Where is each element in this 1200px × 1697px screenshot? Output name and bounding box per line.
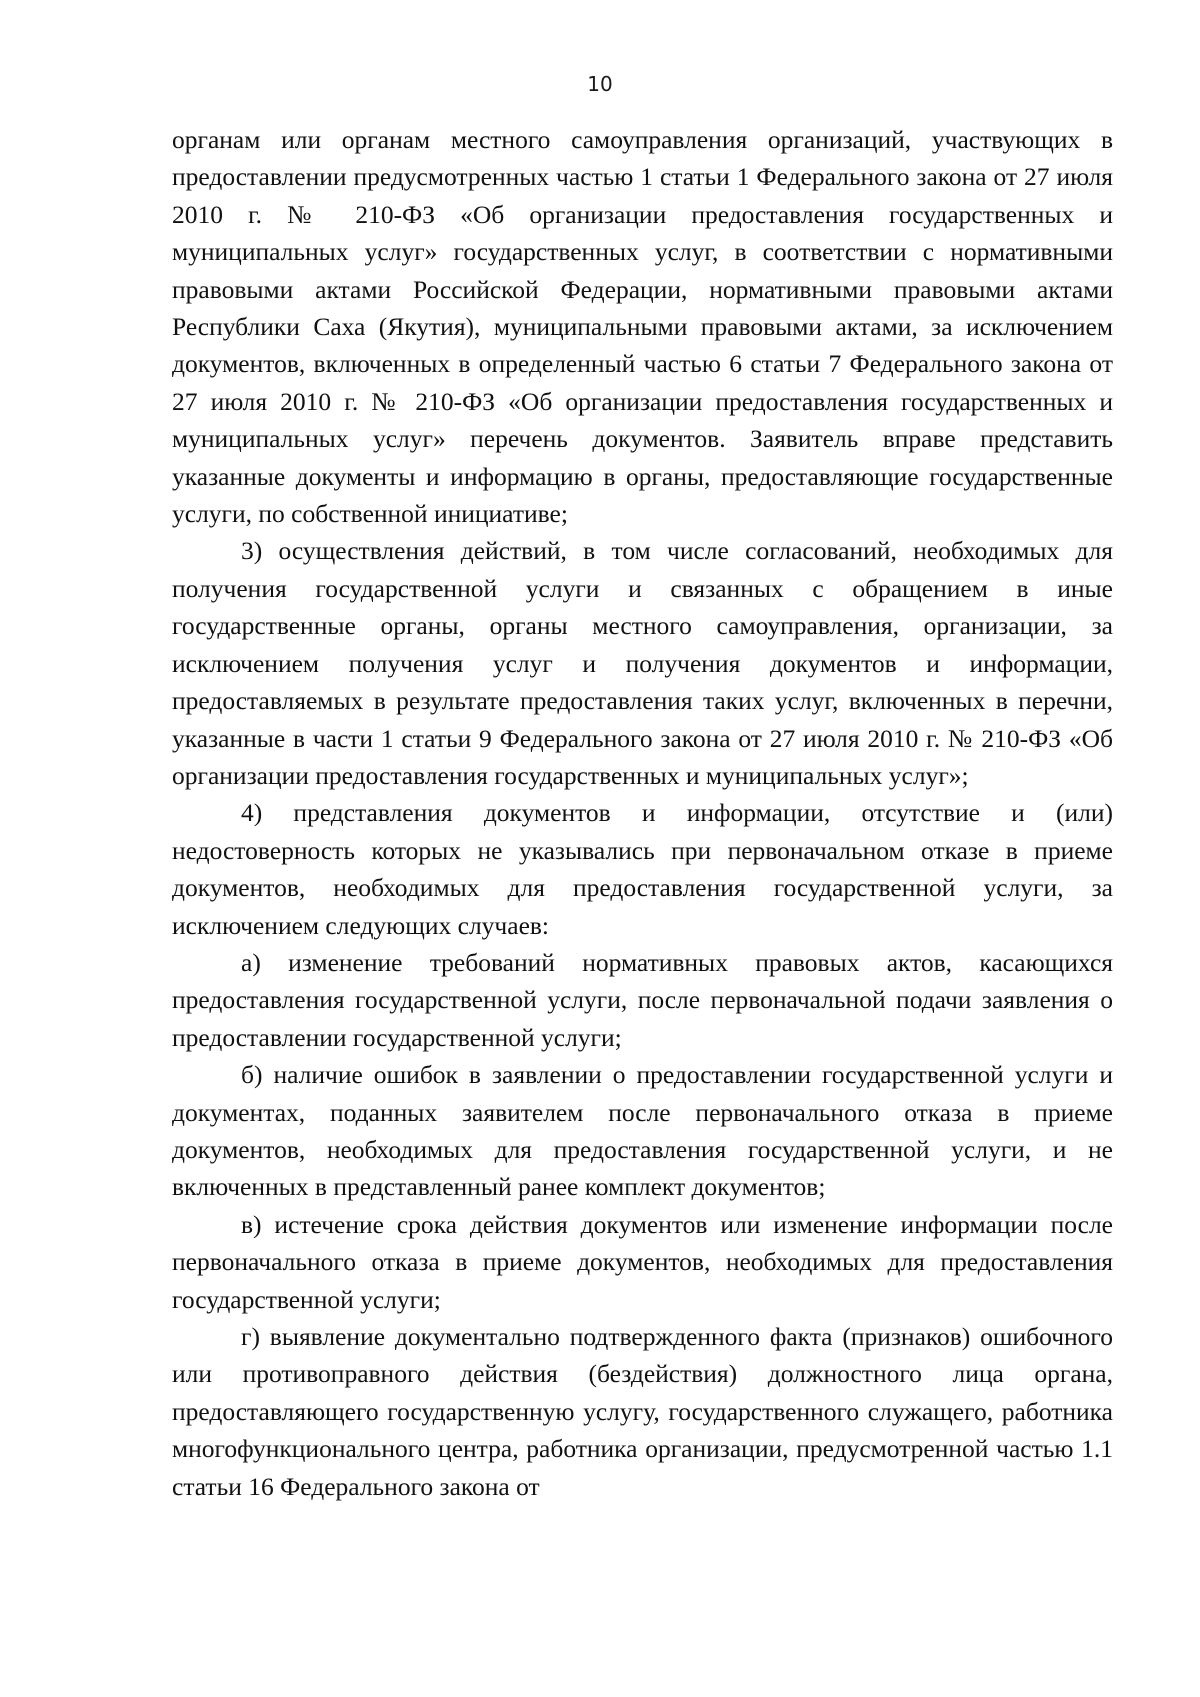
page-number: 10 [587, 72, 613, 96]
document-body [172, 121, 1113, 1505]
paragraph-item-4v: в) истечение срока действия документов или изменение информации после первоначального отказа в приеме документов, необходимых для предоставления государственной услуги; [172, 1209, 1113, 1314]
paragraph-item-4g: г) выявление документально подтвержденного факта (признаков) ошибочного или противоправного действия (бездействия) должностного лица органа, предоставляющего государственную услугу, государственного служащего, работника многофункционального центра, работника организации, предусмотренной частью 1.1 статьи 16 Федерального закона от [172, 1322, 1113, 1501]
paragraph-item-4: 4) представления документов и информации, отсутствие и (или) недостоверность которых не указывались при первоначальном отказе в приеме документов, необходимых для предоставления государственной услуги, за исключением следующих случаев: [172, 798, 1113, 940]
paragraph-item-4b: б) наличие ошибок в заявлении о предоставлении государственной услуги и документах, поданных заявителем после первоначального отказа в приеме документов, необходимых для предоставления государственной услуги, и не включенных в представленный ранее комплект документов; [172, 1060, 1113, 1202]
paragraph-item-4a: а) изменение требований нормативных правовых актов, касающихся предоставления государственной услуги, после первоначальной подачи заявления о предоставлении государственной услуги; [172, 947, 1113, 1052]
paragraph-item-3: 3) осуществления действий, в том числе согласований, необходимых для получения государственной услуги и связанных с обращением в иные государственные органы, органы местного самоуправления, организации, за исключением получения услуг и получения документов и информации, предоставляемых в результате предоставления таких услуг, включенных в перечни, указанные в части 1 статьи 9 Федерального закона от 27 июля 2010 г. № 210-ФЗ «Об организации предоставления государственных и муниципальных услуг»; [172, 536, 1113, 790]
paragraph-continuation: органам или органам местного самоуправления организаций, участвующих в предоставлении предусмотренных частью 1 статьи 1 Федерального закона от 27 июля 2010 г. № 210-ФЗ «Об организации предоставления государственных и муниципальных услуг» государственных услуг, в соответствии с нормативными правовыми актами Российской Федерации, нормативными правовыми актами Республики Саха (Якутия), муниципальными правовыми актами, за исключением документов, включенных в определенный частью 6 статьи 7 Федерального закона от 27 июля 2010 г. № 210-ФЗ «Об организации предоставления государственных и муниципальных услуг» перечень документов. Заявитель вправе представить указанные документы и информацию в органы, предоставляющие государственные услуги, по собственной инициативе; [172, 125, 1113, 529]
